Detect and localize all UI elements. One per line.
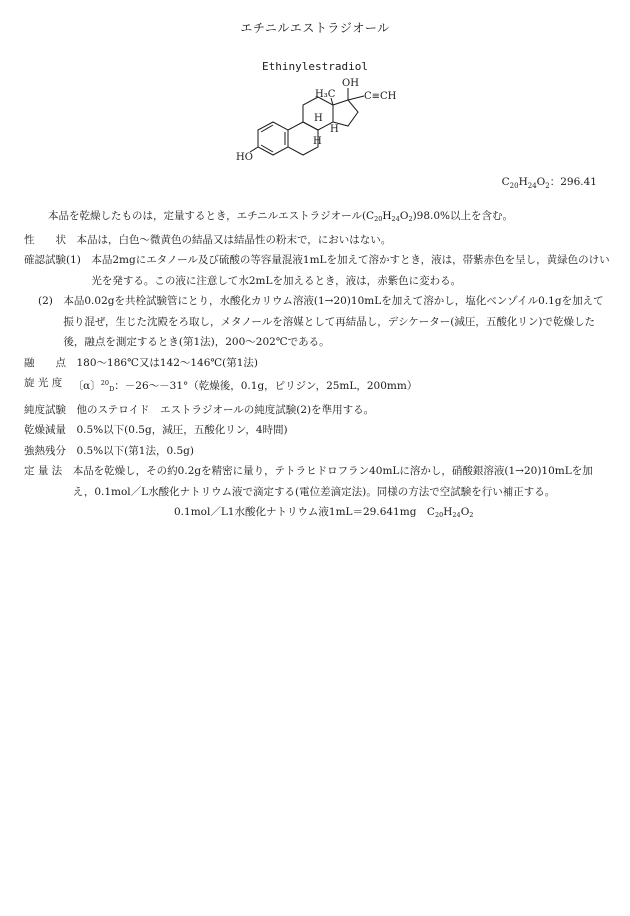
assay-o: O xyxy=(460,506,470,518)
methyl-label: H₃C xyxy=(315,89,336,100)
optical-rotation-text xyxy=(73,373,614,400)
formula-o: O xyxy=(536,176,546,188)
assay-sub-3: 2 xyxy=(469,511,474,519)
identification-2 xyxy=(24,291,614,353)
melting-point-label: 融 点 xyxy=(24,356,77,369)
assay-sub-2: 24 xyxy=(452,511,461,519)
residue-label: 強熱残分 xyxy=(24,444,77,457)
loss-on-drying-label: 乾燥減量 xyxy=(24,424,77,436)
alpha-sub: D xyxy=(109,385,115,393)
formula-h: H xyxy=(518,176,528,188)
formula-o-sub: 2 xyxy=(545,182,550,191)
intro-text-2: H xyxy=(382,210,392,222)
melting-point-section xyxy=(24,353,614,374)
intro-text-1: 本品を乾燥したものは，定量するとき，エチニルエストラジオール(C xyxy=(48,210,375,222)
formula-c-sub: 20 xyxy=(509,182,519,191)
molecular-weight: ：296.41 xyxy=(549,176,597,188)
identification-text-2: 本品0.02gを共栓試験管にとり，水酸化カリウム溶液(1→20)10mLを加えて溶かし，塩化ベンゾイル0.1gを加えて振り混ぜ，生じた沈殿をろ取し，メタノールを溶媒として再結晶し，デシケーター(減圧，五酸化リン)で乾燥した後，融点を測定するとき(第1法)，200～202℃である。 xyxy=(63,295,604,348)
molecular-formula xyxy=(502,174,597,190)
assay-text: 本品を乾燥し，その約0.2gを精密に量り，テトラヒドロフラン40mLに溶かし，硝酸銀溶液(1→20)10mLを加え，0.1mol／L水酸化ナトリウム液で滴定する(電位差滴定法)。同様の方法で空試験を行い補正する。 xyxy=(72,465,593,498)
title-english: Ethinylestradiol xyxy=(262,60,368,73)
identification-label: 確認試験(1) xyxy=(24,254,92,266)
loss-on-drying-section xyxy=(24,420,614,441)
h-label-3: H xyxy=(313,136,322,147)
assay-equivalence xyxy=(24,502,614,526)
loss-on-drying-text: 0.5%以下(0.5g，減圧，五酸化リン，4時間) xyxy=(76,424,288,436)
residue-section xyxy=(24,441,614,462)
optical-rotation-section xyxy=(24,373,614,400)
identification-text-1: 本品2mgにエタノール及び硫酸の等容量混液1mLを加えて溶かすとき，液は，帯紫赤色を呈し，黄緑色のけい光を発する。この液に注意して水2mLを加えるとき，液は，赤紫色に変わる。 xyxy=(91,254,610,287)
identification-label-2: (2) xyxy=(38,295,64,307)
title-japanese: エチニルエストラジオール xyxy=(240,21,390,35)
h-label-1: H xyxy=(314,113,323,124)
assay-equiv-text: 0.1mol／L1水酸化ナトリウム液1mL＝29.641mg C xyxy=(174,506,435,518)
formula-h-sub: 24 xyxy=(527,182,537,191)
optical-rotation-label: 旋 光 度 xyxy=(24,377,73,389)
assay-h: H xyxy=(443,506,453,518)
intro-paragraph xyxy=(24,206,614,230)
intro-text-4: )98.0%以上を含む。 xyxy=(412,210,514,222)
structural-formula xyxy=(230,74,410,174)
formula-c: C xyxy=(501,176,510,188)
intro-sub-2: 24 xyxy=(391,215,400,223)
optical-rotation-value: ：－26～－31°（乾燥後，0.1g，ピリジン，25mL，200mm） xyxy=(114,380,418,392)
ethynyl-label: C≡CH xyxy=(364,91,397,102)
intro-sub-1: 20 xyxy=(374,215,383,223)
properties-text: 本品は，白色～微黄色の結晶又は結晶性の粉末で，においはない。 xyxy=(76,233,392,246)
alpha-sup: 20 xyxy=(100,379,110,387)
h-label-2: H xyxy=(330,124,339,135)
residue-text: 0.5%以下(第1法，0.5g) xyxy=(76,444,194,457)
alpha-bracket: 〔α〕 xyxy=(72,380,101,392)
intro-text-3: O xyxy=(399,210,409,222)
purity-text: 他のステロイド エストラジオールの純度試験(2)を準用する。 xyxy=(76,403,375,416)
properties-label: 性 状 xyxy=(24,233,77,246)
purity-label: 純度試験 xyxy=(24,403,77,416)
steroid-rings xyxy=(250,88,364,155)
assay-section xyxy=(24,461,614,502)
melting-point-text: 180～186℃又は142～146℃(第1法) xyxy=(76,356,259,369)
assay-label: 定 量 法 xyxy=(24,465,73,477)
purity-section xyxy=(24,400,614,421)
ho-label: HO xyxy=(236,152,253,163)
monograph-body xyxy=(24,206,614,526)
identification-section xyxy=(24,250,614,291)
assay-sub-1: 20 xyxy=(434,511,444,519)
intro-sub-3: 2 xyxy=(408,215,413,223)
oh-label: OH xyxy=(342,78,359,89)
properties-section xyxy=(24,230,614,251)
